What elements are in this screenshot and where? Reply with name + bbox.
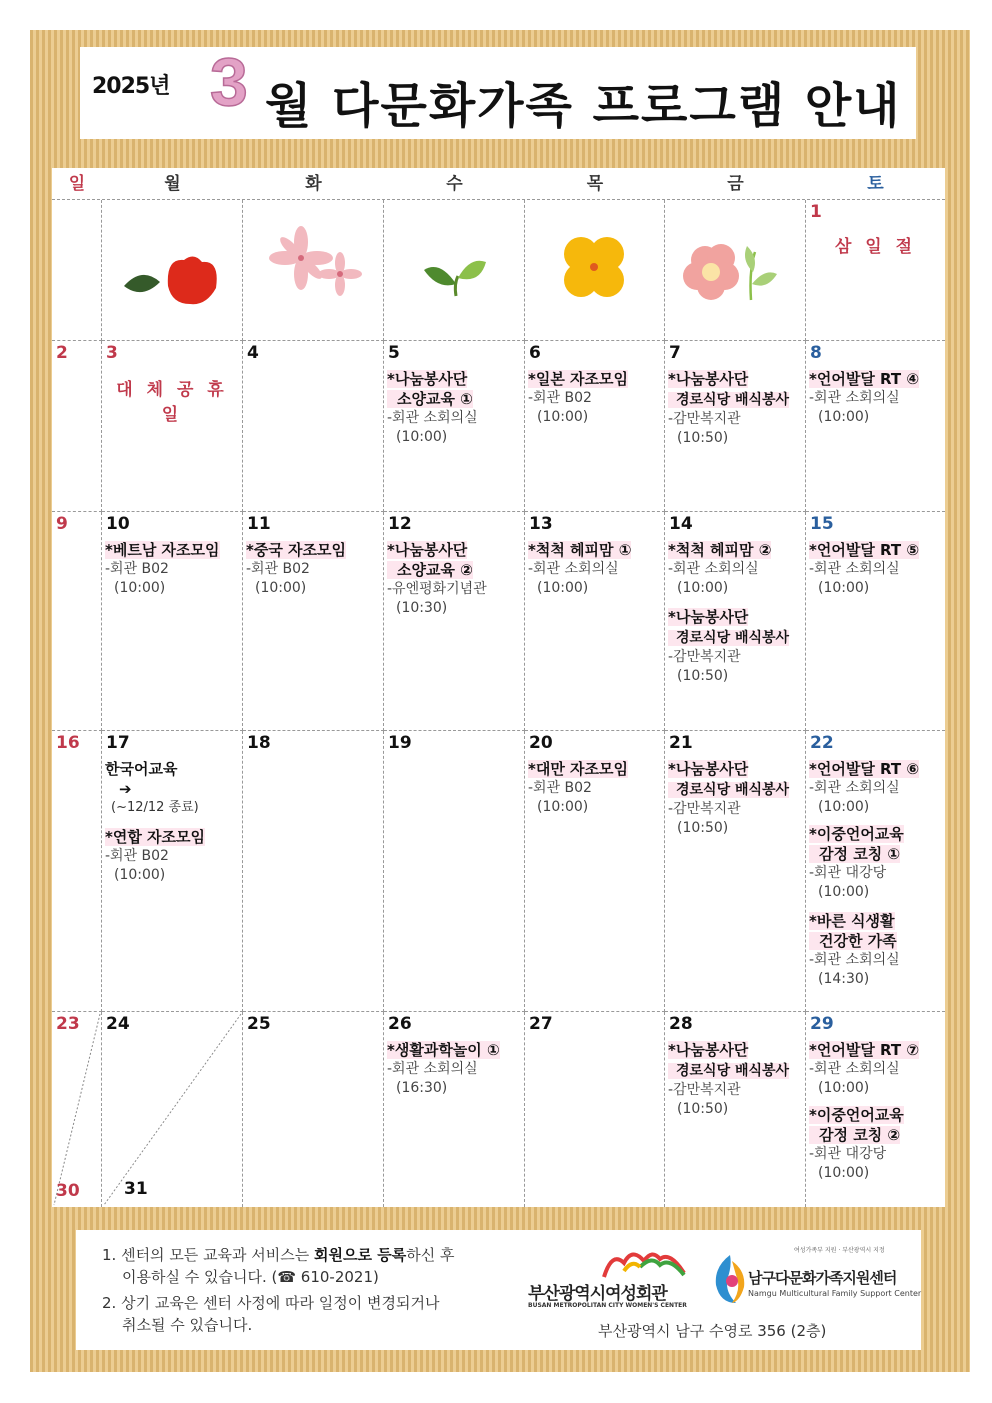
event-location: -회관 소회의실 bbox=[809, 561, 900, 577]
event-location: -회관 B02 bbox=[246, 561, 310, 577]
family-center-logo bbox=[708, 1245, 922, 1315]
day-cell bbox=[384, 1012, 525, 1207]
event bbox=[105, 827, 240, 885]
day-number: 19 bbox=[388, 733, 412, 753]
address: 부산광역시 남구 수영로 356 (2층) bbox=[598, 1322, 827, 1340]
day-cell bbox=[525, 512, 665, 731]
event-title: 소양교육 ① bbox=[387, 390, 473, 408]
event bbox=[809, 911, 943, 989]
day-number: 1 bbox=[810, 202, 822, 222]
day-cell bbox=[806, 341, 945, 512]
weekday-mon: 월 bbox=[164, 174, 181, 194]
day-number: 20 bbox=[529, 733, 553, 753]
tulip-icon bbox=[102, 200, 243, 341]
weekday-tue: 화 bbox=[305, 174, 322, 194]
event bbox=[809, 1040, 943, 1098]
event-time: (10:00) bbox=[818, 1080, 870, 1096]
event-location: -회관 소회의실 bbox=[528, 561, 619, 577]
event-title: *대만 자조모임 bbox=[528, 760, 629, 778]
event-location: -회관 소회의실 bbox=[387, 410, 478, 426]
event bbox=[668, 369, 803, 448]
day-number: 27 bbox=[529, 1014, 553, 1034]
event-time: (10:00) bbox=[537, 580, 589, 596]
day-cell bbox=[806, 731, 945, 1012]
event-location: -회관 대강당 bbox=[809, 865, 887, 881]
rainbow-logo-icon bbox=[528, 1245, 698, 1281]
day-number: 16 bbox=[56, 733, 80, 753]
sprout-icon bbox=[384, 200, 525, 341]
event-time: (10:00) bbox=[396, 429, 448, 445]
event-title: 감정 코칭 ① bbox=[809, 845, 900, 863]
event bbox=[668, 540, 803, 598]
event-location: -회관 소회의실 bbox=[809, 952, 900, 968]
event-time: (10:00) bbox=[114, 580, 166, 596]
day-cell bbox=[243, 1012, 384, 1207]
event-location: -감만복지관 bbox=[668, 1082, 741, 1098]
event bbox=[668, 1040, 803, 1119]
day-number: 10 bbox=[106, 514, 130, 534]
day-number: 12 bbox=[388, 514, 412, 534]
event bbox=[809, 824, 943, 902]
event-title: *나눔봉사단 bbox=[668, 370, 749, 388]
event-location: -회관 소회의실 bbox=[809, 780, 900, 796]
event-title: *일본 자조모임 bbox=[528, 370, 629, 388]
event bbox=[387, 1040, 522, 1098]
event-time: (10:00) bbox=[818, 884, 870, 900]
day-cell bbox=[102, 731, 243, 1012]
day-number: 25 bbox=[247, 1014, 271, 1034]
day-number: 2 bbox=[56, 343, 68, 363]
event bbox=[668, 759, 803, 838]
day-cell bbox=[384, 512, 525, 731]
event-title: 경로식당 배식봉사 bbox=[668, 1063, 789, 1079]
day-number: 7 bbox=[669, 343, 681, 363]
event-title: 건강한 가족 bbox=[809, 932, 897, 950]
event-time: (10:00) bbox=[818, 409, 870, 425]
day-number: 6 bbox=[529, 343, 541, 363]
org-subtitle: 여성가족부 지원 · 부산광역시 지정 bbox=[794, 1247, 885, 1254]
day-cell bbox=[525, 731, 665, 1012]
org-name: 남구다문화가족지원센터 bbox=[748, 1269, 897, 1287]
weekday-sun: 일 bbox=[68, 174, 86, 194]
notice-text: 1. 센터의 모든 교육과 서비스는 bbox=[102, 1246, 315, 1264]
month-number: 3 bbox=[210, 44, 248, 120]
event-title: 경로식당 배식봉사 bbox=[668, 782, 789, 798]
notice-text: 2. 상기 교육은 센터 사정에 따라 일정이 변경되거나 bbox=[102, 1294, 440, 1312]
day-number: 8 bbox=[810, 343, 822, 363]
day-number: 3 bbox=[106, 343, 118, 363]
notice-text: 이용하실 수 있습니다. (☎ 610-2021) bbox=[122, 1268, 379, 1286]
womens-center-logo bbox=[528, 1245, 698, 1315]
day-cell bbox=[665, 731, 806, 1012]
event-time: (10:50) bbox=[677, 668, 729, 684]
day-number: 28 bbox=[669, 1014, 693, 1034]
day-number: 17 bbox=[106, 733, 130, 753]
arrow-icon: ➔ bbox=[119, 780, 132, 798]
event-title: *나눔봉사단 bbox=[668, 1041, 749, 1059]
event bbox=[528, 759, 662, 817]
event bbox=[387, 540, 522, 618]
notice-text: 취소될 수 있습니다. bbox=[122, 1316, 253, 1334]
org-name-en: BUSAN METROPOLITAN CITY WOMEN'S CENTER bbox=[528, 1302, 687, 1309]
day-cell bbox=[806, 200, 945, 341]
event-location: -회관 대강당 bbox=[809, 1146, 887, 1162]
event-location: -회관 B02 bbox=[105, 561, 169, 577]
day-number: 13 bbox=[529, 514, 553, 534]
day-cell bbox=[384, 731, 525, 1012]
day-number: 4 bbox=[247, 343, 259, 363]
day-cell bbox=[102, 512, 243, 731]
event-time: (10:00) bbox=[114, 867, 166, 883]
event-title: *나눔봉사단 bbox=[387, 370, 468, 388]
weekday-wed: 수 bbox=[446, 174, 463, 194]
event-title: *베트남 자조모임 bbox=[105, 541, 220, 559]
event-time: (10:50) bbox=[677, 820, 729, 836]
day-cell bbox=[52, 200, 102, 341]
event-location: -유엔평화기념관 bbox=[387, 581, 487, 597]
day-cell bbox=[52, 512, 102, 731]
day-cell bbox=[243, 512, 384, 731]
day-number: 26 bbox=[388, 1014, 412, 1034]
year-label: 2025년 bbox=[92, 74, 170, 99]
event-title: *나눔봉사단 bbox=[668, 608, 749, 626]
day-cell bbox=[243, 200, 384, 341]
event-title: 경로식당 배식봉사 bbox=[668, 392, 789, 408]
event-title: *척척 헤피맘 ② bbox=[668, 541, 772, 559]
event-title: *언어발달 RT ⑤ bbox=[809, 541, 920, 559]
day-cell bbox=[243, 731, 384, 1012]
event-time: (14:30) bbox=[818, 971, 870, 987]
event-title: *이중언어교육 bbox=[809, 1106, 904, 1124]
day-cell bbox=[665, 512, 806, 731]
event-title: *언어발달 RT ④ bbox=[809, 370, 920, 388]
event bbox=[809, 759, 943, 817]
day-cell bbox=[384, 200, 525, 341]
event-time: (10:00) bbox=[818, 580, 870, 596]
day-number: 14 bbox=[669, 514, 693, 534]
notice-1 bbox=[102, 1244, 454, 1288]
day-number: 5 bbox=[388, 343, 400, 363]
event bbox=[528, 369, 662, 427]
event bbox=[246, 540, 381, 598]
org-name: 부산광역시여성회관 bbox=[528, 1284, 667, 1304]
day-cell bbox=[52, 341, 102, 512]
day-cell bbox=[525, 341, 665, 512]
event-title: *나눔봉사단 bbox=[387, 541, 468, 559]
event-time: (10:00) bbox=[818, 1165, 870, 1181]
event-time: (10:30) bbox=[396, 600, 448, 616]
event-title: *중국 자조모임 bbox=[246, 541, 347, 559]
holiday-label: 대 체 공 휴 일 bbox=[116, 380, 228, 425]
split-line bbox=[102, 1012, 243, 1207]
day-cell bbox=[52, 731, 102, 1012]
event-time: (10:00) bbox=[818, 799, 870, 815]
event-location: -회관 B02 bbox=[528, 780, 592, 796]
org-name-en: Namgu Multicultural Family Support Center bbox=[748, 1289, 922, 1298]
pink-flower-icon bbox=[665, 200, 806, 341]
day-number: 30 bbox=[56, 1181, 80, 1201]
day-cell bbox=[525, 1012, 665, 1207]
event-location: -회관 소회의실 bbox=[809, 390, 900, 406]
event-title: 경로식당 배식봉사 bbox=[668, 630, 789, 646]
event-title: 한국어교육 bbox=[105, 760, 178, 778]
event-time: (16:30) bbox=[396, 1080, 448, 1096]
event-title: *언어발달 RT ⑦ bbox=[809, 1041, 920, 1059]
event bbox=[105, 540, 240, 598]
day-cell bbox=[665, 200, 806, 341]
event-location: -감만복지관 bbox=[668, 649, 741, 665]
split-line bbox=[52, 1012, 102, 1207]
event-location: -회관 소회의실 bbox=[387, 1061, 478, 1077]
event-title: *생활과학놀이 ① bbox=[387, 1041, 500, 1059]
event-time: (10:00) bbox=[677, 580, 729, 596]
event-location: -회관 B02 bbox=[105, 848, 169, 864]
event-title: *언어발달 RT ⑥ bbox=[809, 760, 920, 778]
day-number: 22 bbox=[810, 733, 834, 753]
day-number: 11 bbox=[247, 514, 271, 534]
family-logo-icon bbox=[710, 1251, 750, 1307]
footer bbox=[76, 1230, 921, 1350]
event-title: *나눔봉사단 bbox=[668, 760, 749, 778]
day-cell bbox=[806, 512, 945, 731]
day-cell bbox=[102, 341, 243, 512]
event-location: -회관 소회의실 bbox=[809, 1061, 900, 1077]
event-time: (10:00) bbox=[537, 409, 589, 425]
day-number: 18 bbox=[247, 733, 271, 753]
event-location: -감만복지관 bbox=[668, 801, 741, 817]
notice-text: 하신 후 bbox=[406, 1246, 455, 1264]
day-number: 23 bbox=[56, 1014, 80, 1034]
day-cell bbox=[102, 200, 243, 341]
event-time: (10:00) bbox=[255, 580, 307, 596]
event-time: (10:50) bbox=[677, 1101, 729, 1117]
day-number: 31 bbox=[124, 1179, 148, 1199]
event-time: (10:50) bbox=[677, 430, 729, 446]
day-number: 21 bbox=[669, 733, 693, 753]
day-number: 9 bbox=[56, 514, 68, 534]
event-location: -감만복지관 bbox=[668, 411, 741, 427]
day-cell bbox=[525, 200, 665, 341]
weekday-thu: 목 bbox=[586, 174, 604, 194]
yellow-flower-icon bbox=[525, 200, 665, 341]
event bbox=[387, 369, 522, 447]
blossom-icon bbox=[243, 200, 384, 341]
event-title: *바른 식생활 bbox=[809, 912, 895, 930]
page-title: 월 다문화가족 프로그램 안내 bbox=[265, 78, 902, 134]
event-location: -회관 소회의실 bbox=[668, 561, 759, 577]
day-cell bbox=[243, 341, 384, 512]
day-cell bbox=[806, 1012, 945, 1207]
event-title: *척척 헤피맘 ① bbox=[528, 541, 632, 559]
calendar bbox=[52, 168, 945, 1207]
event-note: (~12/12 종료) bbox=[111, 800, 199, 815]
event bbox=[105, 759, 240, 817]
day-cell bbox=[665, 1012, 806, 1207]
weekday-sat: 토 bbox=[867, 174, 884, 194]
day-cell bbox=[52, 1012, 102, 1207]
event-title: *연합 자조모임 bbox=[105, 828, 206, 846]
weekday-fri: 금 bbox=[727, 174, 744, 194]
event-title: 감정 코칭 ② bbox=[809, 1126, 900, 1144]
day-number: 15 bbox=[810, 514, 834, 534]
day-number: 24 bbox=[106, 1014, 130, 1034]
day-number: 29 bbox=[810, 1014, 834, 1034]
event-time: (10:00) bbox=[537, 799, 589, 815]
notice-2 bbox=[102, 1292, 440, 1336]
event bbox=[809, 369, 943, 427]
event bbox=[809, 540, 943, 598]
event-location: -회관 B02 bbox=[528, 390, 592, 406]
day-cell bbox=[102, 1012, 243, 1207]
event bbox=[668, 607, 803, 686]
event bbox=[809, 1105, 943, 1183]
event-title: *이중언어교육 bbox=[809, 825, 904, 843]
event bbox=[528, 540, 662, 598]
day-cell bbox=[665, 341, 806, 512]
event-title: 소양교육 ② bbox=[387, 561, 473, 579]
holiday-label: 삼 일 절 bbox=[834, 237, 917, 257]
notice-emphasis: 회원으로 등록 bbox=[314, 1246, 407, 1264]
day-cell bbox=[384, 341, 525, 512]
title-banner bbox=[80, 44, 916, 139]
